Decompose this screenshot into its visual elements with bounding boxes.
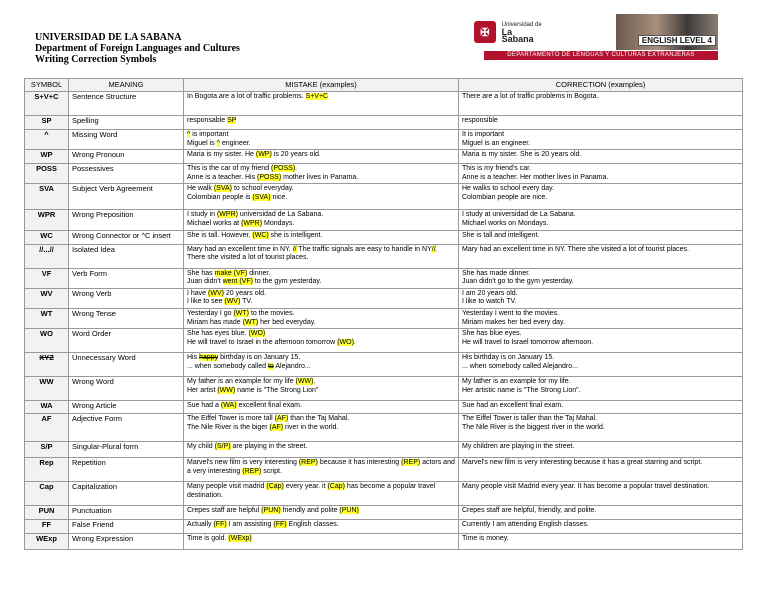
- header-correction: CORRECTION (examples): [459, 79, 743, 92]
- correction-cell: [459, 329, 743, 353]
- correction-line: The Eiffel Tower is taller than the Taj Mahal.: [462, 415, 598, 423]
- level-label: ENGLISH LEVEL 4: [638, 35, 716, 46]
- mistake-cell: [184, 288, 459, 308]
- correction-line: The Nile River is the biggest river in the world.: [462, 423, 605, 431]
- mistake-cell: [184, 329, 459, 353]
- meaning-cell: Punctuation: [69, 506, 184, 520]
- correction-cell: [459, 308, 743, 328]
- correction-cell: [459, 442, 743, 458]
- table-row: [25, 534, 743, 550]
- meaning-cell: Repetition: [69, 458, 184, 482]
- correction-line: Colombian people are nice.: [462, 193, 548, 201]
- table-row: [25, 130, 743, 150]
- mistake-cell: [184, 377, 459, 401]
- correction-line: He walks to school every day.: [462, 185, 555, 193]
- correction-line: This is my friend's car.: [462, 165, 532, 173]
- mistake-line: My father is an example for my life (WW).: [187, 378, 316, 386]
- mistake-line: Actually (FF) I am assisting (FF) English classes.: [187, 521, 339, 529]
- correction-cell: [459, 414, 743, 442]
- symbol-cell: WPR: [25, 210, 69, 230]
- mistake-line: She has make (VF) dinner.: [187, 269, 271, 277]
- meaning-cell: Unnecessary Word: [69, 353, 184, 377]
- correction-line: I like to watch TV.: [462, 298, 517, 306]
- meaning-cell: Missing Word: [69, 130, 184, 150]
- error-mark: //: [292, 245, 297, 253]
- mistake-cell: [184, 458, 459, 482]
- error-mark: (SVA): [252, 193, 271, 201]
- error-mark: //: [431, 245, 436, 253]
- error-mark: (REP): [401, 459, 421, 467]
- mistake-cell: [184, 506, 459, 520]
- mistake-line: Miguel is ^ engineer.: [187, 139, 251, 147]
- table-body: [25, 92, 743, 550]
- correction-line: Miguel is an engineer.: [462, 139, 531, 147]
- correction-line: Yesterday I went to the movies.: [462, 309, 560, 317]
- table-row: [25, 92, 743, 116]
- correction-line: My father is an example for my life.: [462, 378, 571, 386]
- mistake-cell: [184, 244, 459, 268]
- meaning-cell: Wrong Expression: [69, 534, 184, 550]
- meaning-cell: False Friend: [69, 520, 184, 534]
- error-mark: (WT): [242, 318, 259, 326]
- symbol-cell: S+V+C: [25, 92, 69, 116]
- correction-line: Marvel's new film is very interesting because it has a great starring and script.: [462, 459, 703, 467]
- error-mark: (WExp): [228, 535, 252, 543]
- table-row: [25, 230, 743, 244]
- table-row: [25, 377, 743, 401]
- correction-line: I am 20 years old.: [462, 289, 518, 297]
- department-banner: DEPARTAMENTO DE LENGUAS Y CULTURAS EXTRANJERAS: [484, 51, 718, 60]
- table-row: [25, 506, 743, 520]
- symbol-cell: WA: [25, 401, 69, 414]
- symbol-cell: WV: [25, 288, 69, 308]
- table-row: [25, 116, 743, 130]
- error-mark: (S/P): [214, 443, 231, 451]
- error-mark: (WW): [217, 386, 236, 394]
- error-mark: (FF): [273, 521, 287, 529]
- mistake-line: Colombian people is (SVA) nice.: [187, 193, 288, 201]
- correction-cell: [459, 506, 743, 520]
- correction-line: Juan didn't go to the gym yesterday.: [462, 278, 574, 286]
- seal-icon: ✠: [474, 21, 496, 43]
- mistake-line: Maria is my sister. He (WP) is 20 years old.: [187, 151, 321, 159]
- symbol-cell: PUN: [25, 506, 69, 520]
- mistake-line: Mary had an excellent time in NY. // The traffic signals are easy to handle in NY//. There she visited a lot of tourist places.: [187, 245, 438, 262]
- mistake-line: She has eyes blue. (WO): [187, 330, 266, 338]
- mistake-line: The Eiffel Tower is more tall (AF) than the Taj Mahal.: [187, 415, 350, 423]
- meaning-cell: Verb Form: [69, 268, 184, 288]
- correction-cell: [459, 520, 743, 534]
- table-row: [25, 210, 743, 230]
- error-mark: (PUN): [339, 507, 359, 515]
- mistake-line: Anne is a teacher. His (POSS) mother lives in Panama.: [187, 173, 359, 181]
- correction-cell: [459, 116, 743, 130]
- symbol-cell: FF: [25, 520, 69, 534]
- campus-photo: [616, 14, 718, 50]
- correction-cell: [459, 92, 743, 116]
- meaning-cell: Isolated Idea: [69, 244, 184, 268]
- correction-cell: [459, 534, 743, 550]
- correction-line: Sue had an excellent final exam.: [462, 402, 564, 410]
- mistake-cell: [184, 534, 459, 550]
- error-mark: (PUN): [261, 507, 281, 515]
- error-mark: (WPR): [216, 211, 238, 219]
- correction-line: Time is money.: [462, 535, 509, 543]
- error-mark: (WPR): [241, 219, 263, 227]
- correction-line: Mary had an excellent time in NY. There she visited a lot of tourist places.: [462, 245, 689, 253]
- symbol-cell: WP: [25, 150, 69, 164]
- error-mark: make (VF): [214, 269, 248, 277]
- table-row: [25, 244, 743, 268]
- mistake-line: This is the car of my friend (POSS).: [187, 165, 298, 173]
- correction-line: My children are playing in the street.: [462, 443, 575, 451]
- mistake-line: Marvel's new film is very interesting (REP) because it has interesting (REP) actors and a very interesting (REP) script.: [187, 459, 455, 475]
- mistake-line: Yesterday I go (WT) to the movies.: [187, 309, 295, 317]
- mistake-cell: [184, 401, 459, 414]
- header-symbol: SYMBOL: [25, 79, 69, 92]
- meaning-cell: Singular-Plural form: [69, 442, 184, 458]
- error-mark: SP: [227, 117, 237, 124]
- error-mark: (REP): [242, 467, 262, 475]
- meaning-cell: Word Order: [69, 329, 184, 353]
- correction-cell: [459, 288, 743, 308]
- table-row: [25, 184, 743, 210]
- symbol-cell: S/P: [25, 442, 69, 458]
- error-mark: ^: [216, 139, 220, 147]
- symbol-cell: SVA: [25, 184, 69, 210]
- symbol-cell: ^: [25, 130, 69, 150]
- table-row: [25, 353, 743, 377]
- mistake-line: She is tall. However, (WC) she is intelligent.: [187, 231, 323, 239]
- mistake-line: responsable SP: [187, 117, 237, 124]
- document-title: Writing Correction Symbols: [35, 54, 157, 65]
- correction-line: Anne is a teacher. Her mother lives in Panama.: [462, 173, 609, 181]
- error-mark: (FF): [213, 521, 227, 529]
- meaning-cell: Possessives: [69, 164, 184, 184]
- table-row: [25, 150, 743, 164]
- symbol-cell: AF: [25, 414, 69, 442]
- table-row: [25, 482, 743, 506]
- mistake-line: He will travel to Israel in the afternoon tomorrow (WO).: [187, 338, 356, 346]
- error-mark: (Cap): [266, 483, 284, 491]
- correction-line: She has blue eyes.: [462, 330, 522, 338]
- mistake-line: He walk (SVA) to school everyday.: [187, 185, 294, 193]
- mistake-cell: [184, 210, 459, 230]
- meaning-cell: Adjective Form: [69, 414, 184, 442]
- table-row: [25, 164, 743, 184]
- table-header-row: [25, 79, 743, 92]
- error-mark: ^: [187, 131, 191, 138]
- logo-small-text: Universidad de: [501, 21, 542, 28]
- university-name: UNIVERSIDAD DE LA SABANA: [35, 32, 182, 43]
- correction-cell: [459, 244, 743, 268]
- meaning-cell: Sentence Structure: [69, 92, 184, 116]
- correction-line: I study at universidad de La Sabana.: [462, 211, 576, 219]
- error-mark: (WO): [248, 330, 266, 338]
- mistake-line: Sue had a (WA) excellent final exam.: [187, 402, 302, 410]
- correction-line: She has made dinner.: [462, 269, 531, 277]
- symbol-cell: WO: [25, 329, 69, 353]
- error-mark: (AF): [274, 415, 289, 423]
- mistake-line: Michael works at (WPR) Mondays.: [187, 219, 295, 227]
- symbol-cell: WExp: [25, 534, 69, 550]
- mistake-line: Many people visit madrid (Cap) every year. it (Cap) has become a popular travel destination.: [187, 483, 436, 499]
- header-mistake: MISTAKE (examples): [184, 79, 459, 92]
- error-mark: (Cap): [327, 483, 345, 491]
- symbol-cell: WC: [25, 230, 69, 244]
- error-mark: (WW): [295, 378, 314, 386]
- mistake-line: Crepes staff are helpful (PUN) friendly and polite (PUN): [187, 507, 359, 515]
- symbol-cell: XYZ: [25, 353, 69, 377]
- correction-line: There are a lot of traffic problems in Bogota.: [462, 93, 599, 100]
- symbol-cell: SP: [25, 116, 69, 130]
- logo-name: La Sabana: [501, 26, 534, 44]
- table-row: [25, 329, 743, 353]
- correction-symbols-table: [24, 78, 743, 550]
- mistake-cell: [184, 130, 459, 150]
- correction-line: She is tall and intelligent.: [462, 231, 540, 239]
- university-logo: [466, 14, 718, 60]
- correction-cell: [459, 230, 743, 244]
- mistake-cell: [184, 482, 459, 506]
- correction-cell: [459, 184, 743, 210]
- error-mark: to: [267, 362, 274, 370]
- correction-line: ... when somebody called Alejandro...: [462, 362, 578, 370]
- mistake-line: His happy birthday is on January 15.: [187, 354, 301, 362]
- document-header: [35, 32, 240, 65]
- error-mark: (AF): [269, 423, 284, 431]
- mistake-cell: [184, 442, 459, 458]
- meaning-cell: Wrong Article: [69, 401, 184, 414]
- error-mark: happy: [199, 354, 219, 362]
- mistake-line: In Bogota are a lot of traffic problems. S+V+C: [187, 93, 329, 100]
- error-mark: (SVA): [213, 185, 232, 193]
- symbol-cell: //...//: [25, 244, 69, 268]
- table-row: [25, 401, 743, 414]
- correction-line: Currently I am attending English classes.: [462, 521, 589, 529]
- mistake-cell: [184, 92, 459, 116]
- mistake-line: ^ is important: [187, 131, 229, 138]
- error-mark: (WT): [233, 309, 249, 317]
- mistake-cell: [184, 520, 459, 534]
- error-mark: (POSS): [257, 173, 282, 181]
- symbol-cell: WT: [25, 308, 69, 328]
- mistake-line: The Nile River is the biger (AF) river in the world.: [187, 423, 339, 431]
- correction-line: He will travel to Israel tomorrow afternoon.: [462, 338, 594, 346]
- mistake-line: Her artist (WW) name is "The Strong Lion": [187, 386, 319, 394]
- meaning-cell: Spelling: [69, 116, 184, 130]
- mistake-cell: [184, 414, 459, 442]
- meaning-cell: Wrong Pronoun: [69, 150, 184, 164]
- error-mark: (WP): [255, 151, 272, 159]
- table-row: [25, 520, 743, 534]
- table-row: [25, 268, 743, 288]
- meaning-cell: Wrong Word: [69, 377, 184, 401]
- mistake-cell: [184, 116, 459, 130]
- meaning-cell: Wrong Verb: [69, 288, 184, 308]
- error-mark: (WC): [252, 231, 269, 239]
- symbol-cell: Rep: [25, 458, 69, 482]
- mistake-line: Time is gold. (WExp): [187, 535, 252, 543]
- correction-cell: [459, 401, 743, 414]
- meaning-cell: Capitalization: [69, 482, 184, 506]
- mistake-cell: [184, 268, 459, 288]
- table-row: [25, 458, 743, 482]
- mistake-line: I study in (WPR) universidad de La Sabana.: [187, 211, 324, 219]
- correction-line: It is important: [462, 131, 505, 138]
- symbol-cell: POSS: [25, 164, 69, 184]
- symbol-cell: VF: [25, 268, 69, 288]
- meaning-cell: Subject Verb Agreement: [69, 184, 184, 210]
- meaning-cell: Wrong Tense: [69, 308, 184, 328]
- correction-cell: [459, 164, 743, 184]
- correction-line: Many people visit Madrid every year. It has become a popular travel destination.: [462, 483, 710, 491]
- correction-line: responsible: [462, 117, 498, 124]
- mistake-cell: [184, 164, 459, 184]
- correction-line: Maria is my sister. She is 20 years old.: [462, 151, 582, 159]
- correction-cell: [459, 210, 743, 230]
- mistake-line: ... when somebody called to Alejandro...: [187, 362, 311, 370]
- error-mark: (WV): [224, 298, 241, 306]
- correction-line: Miriam makes her bed every day.: [462, 318, 565, 326]
- error-mark: (WA): [220, 402, 237, 410]
- error-mark: (REP): [298, 459, 318, 467]
- error-mark: (WV): [208, 289, 224, 297]
- table-row: [25, 442, 743, 458]
- error-mark: went (VF): [222, 278, 253, 286]
- correction-cell: [459, 150, 743, 164]
- mistake-line: I have (WV) 20 years old.: [187, 289, 266, 297]
- error-mark: (WO): [337, 338, 354, 346]
- table-row: [25, 308, 743, 328]
- mistake-cell: [184, 308, 459, 328]
- mistake-line: I like to see (WV) TV.: [187, 298, 253, 306]
- correction-cell: [459, 377, 743, 401]
- mistake-cell: [184, 184, 459, 210]
- error-mark: S+V+C: [305, 93, 329, 100]
- symbol-cell: WW: [25, 377, 69, 401]
- correction-line: Crepes staff are helpful, friendly, and polite.: [462, 507, 597, 515]
- correction-cell: [459, 353, 743, 377]
- meaning-cell: Wrong Preposition: [69, 210, 184, 230]
- mistake-cell: [184, 353, 459, 377]
- correction-cell: [459, 130, 743, 150]
- correction-cell: [459, 458, 743, 482]
- mistake-cell: [184, 150, 459, 164]
- mistake-line: Miriam has made (WT) her bed everyday.: [187, 318, 316, 326]
- error-mark: (POSS): [271, 165, 296, 173]
- meaning-cell: Wrong Connector or ^C insert: [69, 230, 184, 244]
- correction-line: Michael works on Mondays.: [462, 219, 549, 227]
- mistake-cell: [184, 230, 459, 244]
- mistake-line: My child (S/P) are playing in the street.: [187, 443, 308, 451]
- correction-line: His birthday is on January 15.: [462, 354, 555, 362]
- symbol-cell: Cap: [25, 482, 69, 506]
- department-name: Department of Foreign Languages and Cultures: [35, 43, 240, 54]
- table-row: [25, 414, 743, 442]
- table-row: [25, 288, 743, 308]
- correction-line: Her artistic name is "The Strong Lion".: [462, 386, 581, 394]
- correction-cell: [459, 268, 743, 288]
- header-meaning: MEANING: [69, 79, 184, 92]
- mistake-line: Juan didn't went (VF) to the gym yesterday.: [187, 278, 322, 286]
- correction-cell: [459, 482, 743, 506]
